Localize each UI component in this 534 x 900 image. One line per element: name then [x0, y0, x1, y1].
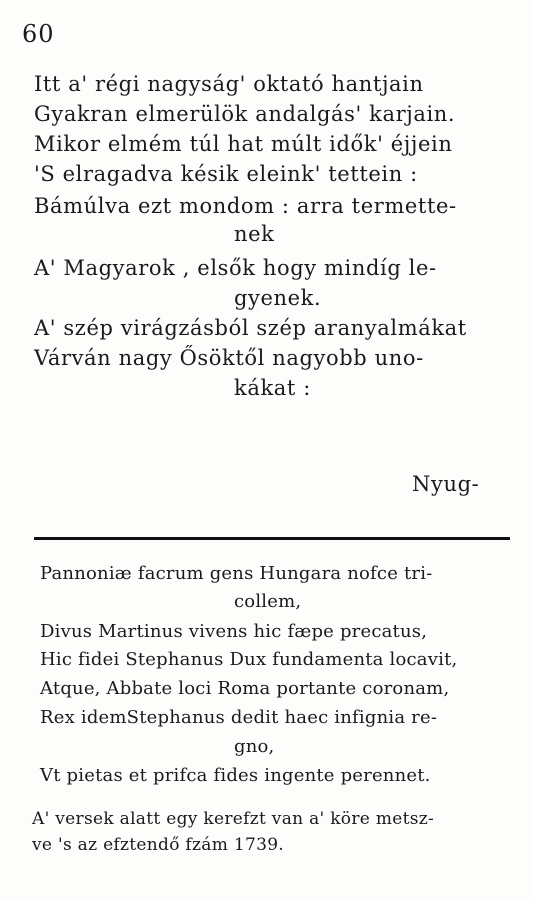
poem-line-continuation: nek [234, 222, 275, 246]
inscription-line: Rex idemStephanus dedit haec infignia re- [40, 707, 438, 728]
horizontal-rule [34, 537, 510, 540]
poem-line: A' Magyarok , elsők hogy mindíg le- [34, 256, 437, 280]
inscription-line: Divus Martinus vivens hic fæpe precatus, [40, 621, 428, 642]
page-number: 60 [22, 20, 55, 48]
inscription-line-continuation: collem, [234, 591, 302, 612]
footnote-line: A' versek alatt egy kerefzt van a' köre metsz- [32, 809, 435, 829]
poem-line: A' szép virágzásból szép aranyalmákat [34, 316, 467, 340]
inscription-line: Vt pietas et prifca fides ingente perennet. [40, 765, 431, 786]
inscription-line: Pannoniæ facrum gens Hungara nofce tri- [40, 563, 433, 584]
inscription-line-continuation: gno, [234, 736, 275, 757]
poem-line: Mikor elmém túl hat múlt idők' éjjein [34, 132, 453, 156]
footnote-line: ve 's az efztendő fzám 1739. [32, 835, 285, 855]
poem-line: Itt a' régi nagyság' oktató hantjain [34, 72, 424, 96]
catchword: Nyug- [412, 472, 480, 496]
poem-line: 'S elragadva késik eleink' tettein : [34, 162, 418, 186]
inscription-line: Hic fidei Stephanus Dux fundamenta locavit, [40, 649, 458, 670]
poem-line: Bámúlva ezt mondom : arra termette- [34, 194, 457, 218]
inscription-line: Atque, Abbate loci Roma portante coronam, [40, 678, 450, 699]
poem-line: Gyakran elmerülök andalgás' karjain. [34, 102, 456, 126]
poem-line-continuation: gyenek. [234, 286, 322, 310]
poem-line-continuation: kákat : [234, 376, 311, 400]
poem-line: Várván nagy Ősöktől nagyobb uno- [34, 346, 424, 370]
